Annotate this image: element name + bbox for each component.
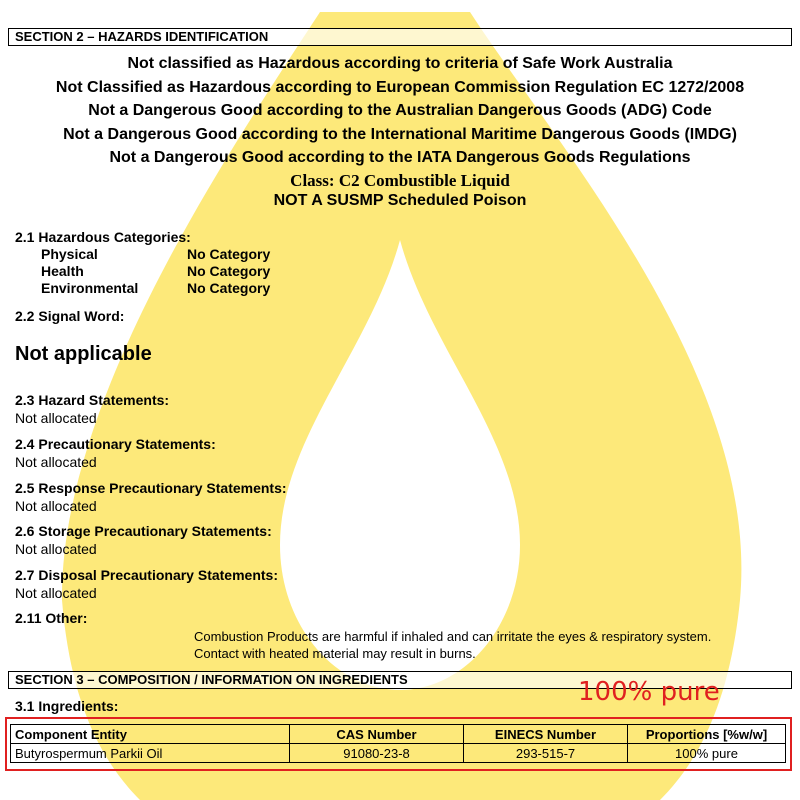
category-label: Physical (41, 246, 98, 262)
statement-title: 2.7 Disposal Precautionary Statements: (15, 567, 278, 583)
table-cell: 293-515-7 (464, 744, 628, 763)
statement-value: Not allocated (15, 541, 97, 557)
statement-value: Not allocated (15, 585, 97, 601)
classification-line: Not a Dangerous Good according to the Australian Dangerous Goods (ADG) Code (88, 102, 712, 119)
category-value: No Category (187, 246, 271, 262)
table-cell: 100% pure (628, 744, 786, 763)
column-header: EINECS Number (464, 725, 628, 744)
hazardous-categories-title: 2.1 Hazardous Categories: (15, 229, 191, 245)
other-note (194, 628, 711, 662)
signal-word-value: Not applicable (15, 343, 152, 365)
table-cell: 91080-23-8 (290, 744, 464, 763)
susmp-line: NOT A SUSMP Scheduled Poison (273, 191, 527, 209)
signal-word-title: 2.2 Signal Word: (15, 308, 125, 324)
statement-title: 2.5 Response Precautionary Statements: (15, 480, 287, 496)
table-header-row (11, 725, 786, 744)
category-label: Environmental (41, 280, 139, 296)
classification-line: Not a Dangerous Good according to the International Maritime Dangerous Goods (IMDG) (63, 125, 737, 143)
column-header: Component Entity (11, 725, 290, 744)
ingredients-title: 3.1 Ingredients: (15, 698, 119, 714)
other-note-line: Combustion Products are harmful if inhaled and can irritate the eyes & respiratory system. (194, 629, 712, 644)
classification-line: Not Classified as Hazardous according to European Commission Regulation EC 1272/2008 (55, 78, 745, 96)
category-value: No Category (187, 280, 271, 296)
other-title: 2.11 Other: (15, 610, 88, 626)
other-note-line: Contact with heated material may result in burns. (194, 646, 476, 661)
statement-title: 2.6 Storage Precautionary Statements: (15, 523, 272, 539)
statement-value: Not allocated (15, 454, 97, 470)
category-value: No Category (187, 263, 271, 279)
statement-title: 2.3 Hazard Statements: (15, 392, 170, 408)
statement-value: Not allocated (15, 498, 97, 514)
classification-line: Not classified as Hazardous according to criteria of Safe Work Australia (127, 55, 673, 72)
purity-annotation: 100% pure (578, 677, 720, 707)
ingredients-table (10, 724, 786, 763)
table-cell: Butyrospermum Parkii Oil (11, 744, 290, 763)
statement-title: 2.4 Precautionary Statements: (15, 436, 216, 452)
section-2-heading: SECTION 2 – HAZARDS IDENTIFICATION (8, 28, 792, 46)
class-line: Class: C2 Combustible Liquid (290, 170, 510, 190)
statement-value: Not allocated (15, 410, 97, 426)
classification-block (0, 52, 800, 210)
category-label: Health (41, 263, 84, 279)
column-header: Proportions [%w/w] (628, 725, 786, 744)
column-header: CAS Number (290, 725, 464, 744)
table-row (11, 744, 786, 763)
section-3-heading: SECTION 3 – COMPOSITION / INFORMATION ON INGREDIENTS (8, 671, 792, 689)
classification-line: Not a Dangerous Good according to the IATA Dangerous Goods Regulations (109, 149, 691, 166)
